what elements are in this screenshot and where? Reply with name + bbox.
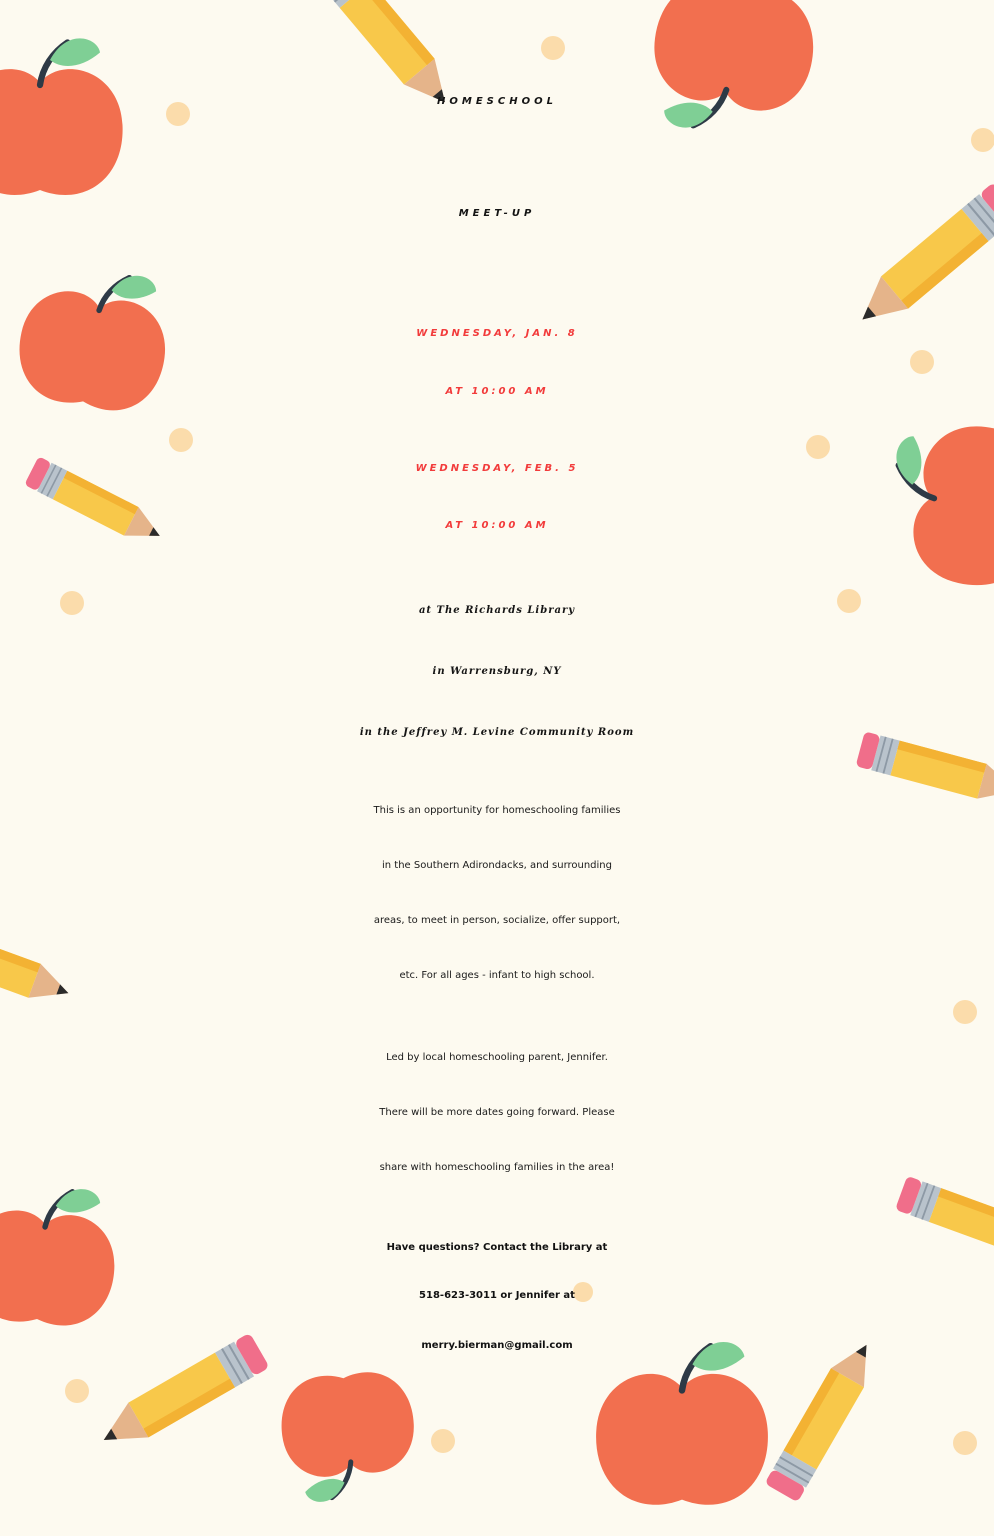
contact-line-1: Have questions? Contact the Library at: [386, 1242, 608, 1253]
title-line-1: HOMESCHOOL: [437, 96, 557, 107]
description-line-2: in the Southern Adirondacks, and surrounding: [382, 860, 612, 871]
description-line-4: etc. For all ages - infant to high school.: [399, 970, 595, 981]
location-line-3: in the Jeffrey M. Levine Community Room: [359, 727, 635, 738]
contact-phone-line: 518-623-3011 or Jennifer at: [419, 1290, 575, 1301]
date-1-day: WEDNESDAY, JAN. 8: [416, 328, 578, 339]
leader-line-2: There will be more dates going forward. Please: [379, 1107, 615, 1118]
contact-email: merry.bierman@gmail.com: [421, 1340, 573, 1351]
title-line-2: MEET-UP: [458, 208, 536, 219]
date-2-time: AT 10:00 AM: [445, 520, 549, 531]
date-1-time: AT 10:00 AM: [445, 386, 549, 397]
description-line-3: areas, to meet in person, socialize, offer support,: [373, 915, 621, 926]
description-line-1: This is an opportunity for homeschooling families: [373, 805, 621, 816]
leader-line-3: share with homeschooling families in the area!: [379, 1162, 615, 1173]
location-line-1: at The Richards Library: [418, 605, 576, 616]
location-line-2: in Warrensburg, NY: [432, 666, 562, 677]
date-2-day: WEDNESDAY, FEB. 5: [415, 463, 579, 474]
leader-line-1: Led by local homeschooling parent, Jennifer.: [386, 1052, 608, 1063]
